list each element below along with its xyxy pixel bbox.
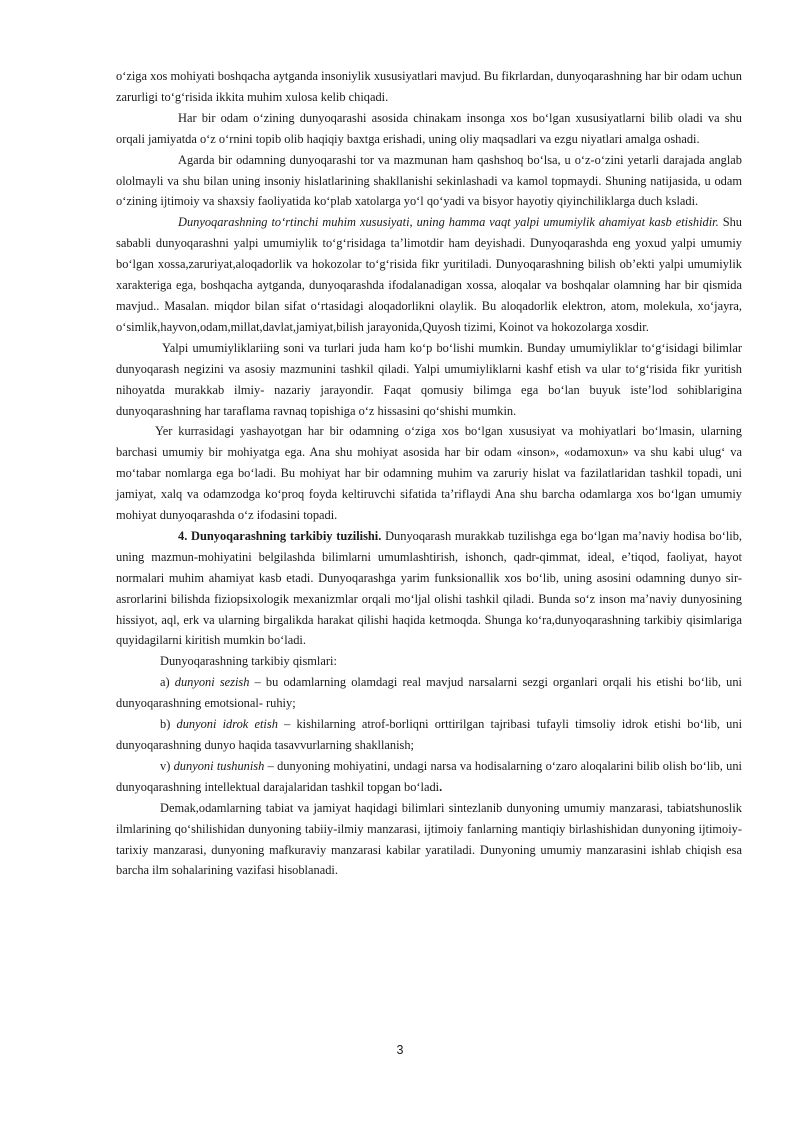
paragraph-5: Yalpi umumiyliklariing soni va turlari juda ham ko‘p bo‘lishi mumkin. Bunday umumiyliklar to‘g‘isidagi bilimlar dunyoqarash negizini va asosiy mazmunini tashkil qiladi. Yalpi umumiyliklarni kashf etish va ular to‘g‘risida fikr yuritish nihoyatda murakkab ilmiy- nazariy jarayondir. Faqat qomusiy bilimga ega bo‘lan buyuk iste’lod sohiblarigina dunyoqarashning har taraflama ravnaq topishiga o‘z hissasini qo‘shishi mumkin. bbox=[116, 340, 742, 418]
paragraph-6: Yer kurrasidagi yashayotgan har bir odamning o‘ziga xos bo‘lgan xususiyat va mohiyatlari bo‘lmasin, ularning barchasi umumiy bir mohiyatga ega. Ana shu mohiyat asosida har bir odam «inson», «odamoxun» va shu kabi ulug‘ va mo‘tabar nomlarga ega bo‘ladi. Bu mohiyat har bir odamning muhim va zaruriy hislat va fazilatlaridan tashkil topadi, uni jamiyat, xalq va odamzodga ko‘proq foyda keltiruvchi sifatida ta’riflaydi Ana shu barcha odamlarga xos bo‘lgan umumiy mohiyat dunyoqarashda o‘z ifodasini topadi. bbox=[116, 424, 742, 523]
list-item-b-text: – kishilarning atrof-borliqni orttirilgan tajribasi tufayli timsoliy idrok etishi bo‘lib, uni dunyoqarashning dunyo haqida tasavvurlarning shakllanish; bbox=[116, 717, 743, 752]
paragraph-4-text: Shu sababli dunyoqarashni yalpi umumiylik to‘g‘risidaga ta’limotdir ham deyishadi. Dunyoqarashda eng yoxud yalpi umumiy bo‘lgan xossa,zaruriyat,aloqadorlik va hokozolar to‘g‘risida fikr yuritiladi. Dunyoqarashning bilish ob’ekti yalpi umumiylik xarakteriga ega, boshqacha aytganda, dunyoqarashda ifodalanadigan xossa, aloqalar va boshqalar olamning har bir qismida mavjud.. Masalan. miqdor bilan sifat o‘rtasidagi aloqadorlikni olaylik. Bu aloqadorlik elektron, atom, molekula, xo‘jayra, o‘simlik,hayvon,odam,millat,davlat,jamiyat,bilish jarayonida,Quyosh tizimi, Koinot va hokozolarga xosdir. bbox=[116, 215, 742, 334]
paragraph-3: Agarda bir odamning dunyoqarashi tor va mazmunan ham qashshoq bo‘lsa, u o‘z-o‘zini yetarli darajada anglab ololmayli va shu bilan uning insoniy hislatlarining shakllanishi sekinlashadi va kamol topmaydi. Shuning natijasida, u odam o‘zining ijtimoiy va shaxsiy faoliyatida ko‘plab xatolarga yo‘l qo‘yadi va bisyor hayotiy qiyinchiliklarga duch ksladi. bbox=[116, 152, 742, 209]
fourth-property-italic: Dunyoqarashning to‘rtinchi muhim xususiyati, uning hamma vaqt yalpi umumiylik ahamiyat kasb etishidir. bbox=[178, 215, 719, 230]
paragraph-7 bbox=[116, 526, 742, 651]
paragraph-7-text: Dunyoqarash murakkab tuzilishga ega bo‘lgan ma’naviy hodisa bo‘lib, uning mazmun-mohiyatini belgilashda bilimlarni umumlashtirish, ishonch, qadr-qimmat, ideal, e’tiqod, faoliyat, hayot normalari muhim ahamiyat kasb etadi. Dunyoqarashga yarim funksionallik xos bo‘lib, uning asosini odamning dunyo sir-asrorlarini bilishda fiziopsixologik mexanizmlar orqali mo‘ljal olishi tashkil qiladi. Bunda so‘z inson ma’naviy dunyosining hissiyot, aql, erk va ularning birgalikda harakat qilishi haqida ketmoqda. Shunga ko‘ra,dunyoqarashning tarkibiy qisimlariga quyidagilarni kiritish mumkin bo‘ladi. bbox=[116, 528, 743, 648]
list-item-v bbox=[116, 756, 742, 798]
list-item-a bbox=[116, 672, 742, 714]
paragraph-9: Demak,odamlarning tabiat va jamiyat haqidagi bilimlari sintezlanib dunyoning umumiy manzarasi, tabiatshunoslik ilmlarining qo‘shilishidan dunyoning tabiiy-ilmiy manzarasi, ijtimoiy fanlarning mantiqiy birlashishidan dunyoning ijtimoiy-tarixiy manzarasi, dunyoning mafkuraviy manzarasi kabilar yaratiladi. Dunyoning umumiy manzarasini ishlab chiqish esa barcha ilm sohalarining vazifasi hisoblanadi. bbox=[116, 800, 742, 878]
paragraph-1: o‘ziga xos mohiyati boshqacha aytganda insoniylik xususiyatlari mavjud. Bu fikrlardan, dunyoqarashning har bir odam uchun zarurligi to‘g‘risida ikkita muhim xulosa kelib chiqadi. bbox=[116, 69, 742, 104]
list-item-a-text: – bu odamlarning olamdagi real mavjud narsalarni sezgi organlari orqali his etishi bo‘lib, uni dunyoqarashning emotsional- ruhiy; bbox=[116, 675, 742, 711]
paragraph-4 bbox=[116, 212, 742, 337]
list-item-a-prefix: a) bbox=[160, 675, 175, 690]
list-item-b-prefix: b) bbox=[160, 717, 177, 732]
section-heading: 4. Dunyoqarashning tarkibiy tuzilishi. bbox=[178, 528, 382, 543]
list-item-b-term: dunyoni idrok etish bbox=[176, 717, 278, 732]
list-item-v-prefix: v) bbox=[160, 758, 174, 773]
list-item-b bbox=[116, 714, 742, 756]
list-item-v-term: dunyoni tushunish bbox=[173, 758, 265, 773]
paragraph-2: Har bir odam o‘zining dunyoqarashi asosida chinakam insonga xos bo‘lgan xususiyatlarni bilib oladi va shu orqali jamiyatda o‘z o‘rnini topib olib haqiqiy baxtga erishadi, uning oliy maqsadlari va ezgu niyatlari amalga oshadi. bbox=[116, 110, 742, 146]
document-body bbox=[116, 66, 742, 881]
components-heading: Dunyoqarashning tarkibiy qismlari: bbox=[160, 654, 337, 669]
list-item-v-text: – dunyoning mohiyatini, undagi narsa va hodisalarning o‘zaro aloqalarini bilib olish bo‘lib, uni dunyoqarashning intellektual darajalaridan tashkil topgan bo‘ladi bbox=[116, 758, 742, 794]
list-item-a-term: dunyoni sezish bbox=[174, 675, 250, 690]
page-number: 3 bbox=[396, 1043, 404, 1057]
list-item-v-end: . bbox=[439, 779, 443, 794]
